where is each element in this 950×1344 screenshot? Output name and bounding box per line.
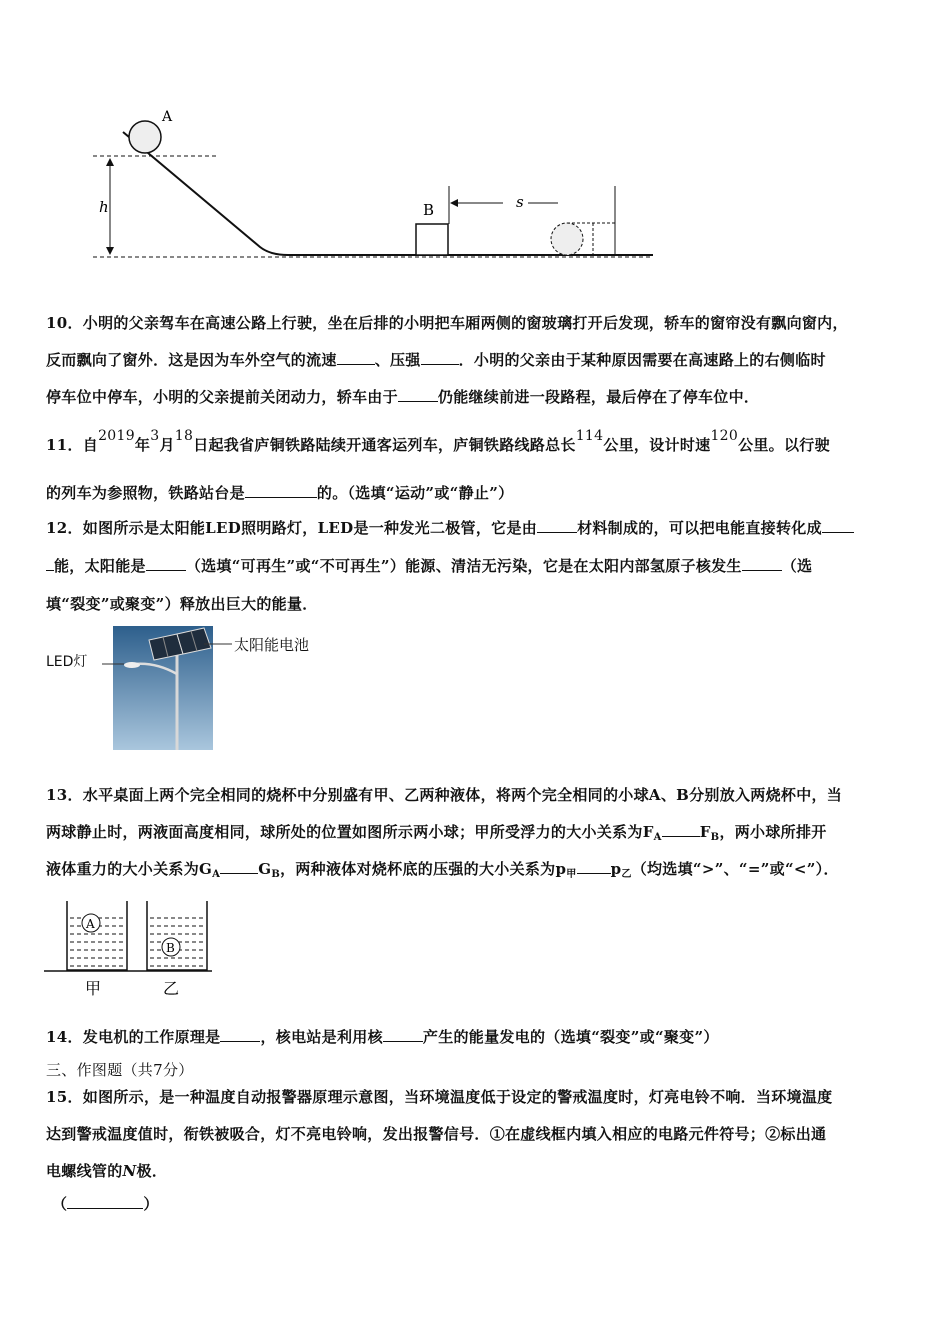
q15-line2: 达到警戒温度值时，衔铁被吸合，灯不亮电铃响，发出报警信号．①在虚线框内填入相应的电路元件符号；②标出通 xyxy=(46,1125,827,1143)
incline-figure xyxy=(88,100,663,265)
label-b: B xyxy=(423,201,435,219)
led-lamp-figure xyxy=(46,624,336,752)
q12-line3: 填“裂变”或聚变”）释放出巨大的能量． xyxy=(46,595,318,613)
q11-line1: 11．自2019年3月18日起我省庐铜铁路陆续开通客运列车，庐铜铁路线路总长114公里，设计时速120公里。以行驶 xyxy=(46,428,830,454)
ball-a xyxy=(129,121,161,153)
block-b xyxy=(416,224,448,255)
q12-line2: 能，太阳能是 （选填“可再生”或“不可再生”）能源、清洁无污染，它是在太阳内部氢原子核发生 （选 xyxy=(46,555,812,576)
answer-blank[interactable] xyxy=(220,859,258,874)
answer-blank[interactable] xyxy=(220,1027,260,1042)
q10-line2: 反而飘向了窗外．这是因为车外空气的流速 、压强 ．小明的父亲由于某种原因需要在高速路上的右侧临时 xyxy=(46,351,826,369)
answer-blank[interactable] xyxy=(822,518,854,533)
answer-blank[interactable] xyxy=(146,556,186,571)
solar-label: 太阳能电池 xyxy=(234,636,310,654)
q13-line3: 液体重力的大小关系为$G_A$ $G_B$，两种液体对烧杯底的压强的大小关系为$p_甲$ $p_乙$（均选填“>”、“=”或“<”）． xyxy=(46,860,839,880)
answer-blank[interactable] xyxy=(742,556,782,571)
q13-line2: 两球静止时，两液面高度相同，球所处的位置如图所示两小球；甲所受浮力的大小关系为$F_A$ $F_B$，两小球所排开 xyxy=(46,823,827,843)
q15-answer: （ ） xyxy=(52,1195,159,1213)
q11-line2: 的列车为参照物，铁路站台是 的。（选填“运动”或“静止”） xyxy=(46,484,514,502)
answer-blank[interactable] xyxy=(398,387,438,402)
q10-line3: 停车位中停车，小明的父亲提前关闭动力，轿车由于 仍能继续前进一段路程，最后停在了停车位中． xyxy=(46,388,760,406)
q12-line1: 12．如图所示是太阳能LED照明路灯，LED是一种发光二极管，它是由 材料制成的，可以把电能直接转化成 xyxy=(46,517,854,538)
answer-blank[interactable] xyxy=(662,822,700,837)
answer-blank[interactable] xyxy=(537,518,577,533)
answer-blank[interactable] xyxy=(245,483,317,498)
ball-b-label: B xyxy=(166,941,175,955)
ball-dashed xyxy=(551,223,583,255)
answer-blank[interactable] xyxy=(383,1027,423,1042)
q15-line1: 15．如图所示，是一种温度自动报警器原理示意图，当环境温度低于设定的警戒温度时，灯亮电铃不响．当环境温度 xyxy=(46,1088,833,1106)
q14-line: 14．发电机的工作原理是 ，核电站是利用核 产生的能量发电的（选填“裂变”或“聚变”） xyxy=(46,1028,719,1046)
section-heading: 三、作图题（共7分） xyxy=(46,1061,194,1079)
label-a: A xyxy=(162,109,173,125)
answer-blank[interactable] xyxy=(337,350,375,365)
answer-blank[interactable] xyxy=(421,350,459,365)
beakers-figure xyxy=(44,896,214,1000)
beaker-yi-label: 乙 xyxy=(163,979,180,998)
answer-blank[interactable] xyxy=(46,556,54,571)
label-s: s xyxy=(516,193,524,211)
answer-blank[interactable] xyxy=(67,1194,143,1209)
answer-blank[interactable] xyxy=(577,859,611,874)
q10-line1: 10．小明的父亲驾车在高速公路上行驶，坐在后排的小明把车厢两侧的窗玻璃打开后发现，轿车的窗帘没有飘向窗内， xyxy=(46,314,848,332)
led-label: LED灯 xyxy=(46,654,88,670)
q15-line3: 电螺线管的N极． xyxy=(46,1162,168,1180)
h-label: h xyxy=(99,198,109,216)
beaker-jia-label: 甲 xyxy=(85,979,102,998)
ball-a-label: A xyxy=(86,917,95,931)
q13-line1: 13．水平桌面上两个完全相同的烧杯中分别盛有甲、乙两种液体，将两个完全相同的小球A、B分别放入两烧杯中，当 xyxy=(46,786,843,804)
